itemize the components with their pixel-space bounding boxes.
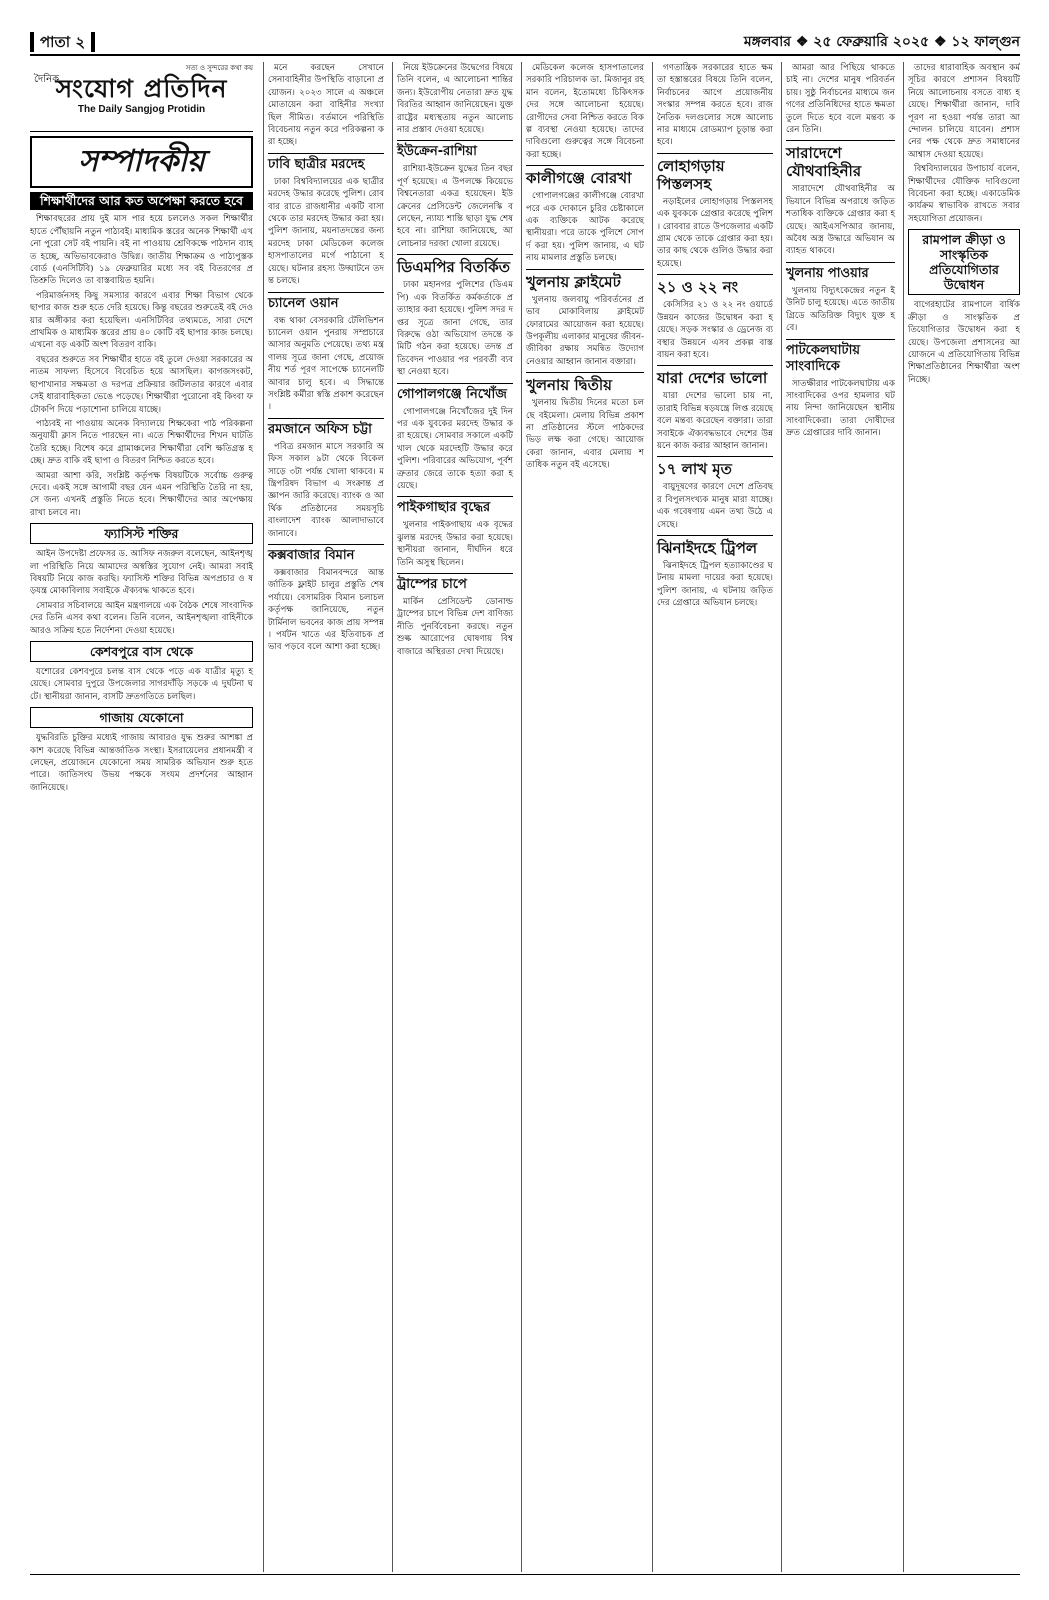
article-paragraph: গোপালগঞ্জে নিখোঁজের দুই দিন পর এক যুবকের মরদেহ উদ্ধার করা হয়েছে। সোমবার সকালে একটি খাল থেকে মরদেহটি উদ্ধার করে পুলিশ। পরিবারের অভিযোগ, পূর্বশত্রুতার জেরে তাকে হত্যা করা হয়েছে। xyxy=(397,406,513,491)
article-paragraph: মেডিকেল কলেজ হাসপাতালের সরকারি পরিচালক ডা. মিজানুর রহমান বলেন, ইতোমধ্যে চিকিৎসকদের সঙ্গে আলোচনা হয়েছে। রোগীদের সেবা নিশ্চিত করতে বিকল্প ব্যবস্থা নেওয়া হয়েছে। তাদের দাবিগুলো গুরুত্বের সঙ্গে বিবেচনা করা হচ্ছে। xyxy=(526,63,644,160)
editorial-paragraph: পরিমার্জনসহ কিছু সমস্যার কারণে এবার শিক্ষা বিভাগ থেকে ছাপার কাজ শুরু হতে দেরি হয়েছে। কিন্তু বছরের শুরুতেই বই দেওয়ার অঙ্গীকার করা হয়েছিল। এনসিটিবির তথ্যমতে, সারা দেশে প্রাথমিক ও মাধ্যমিক স্তরের প্রায় ৪০ কোটি বই ছাপার কাজ চলছে। এখনো বড় একটি অংশ বিতরণ বাকি। xyxy=(30,290,253,351)
article-paragraph: তাদের ধারাবাহিক অবস্থান কর্মসূচির কারণে প্রশাসন বিষয়টি নিয়ে আলোচনায় বসতে বাধ্য হয়েছে। শিক্ষার্থীরা জানান, দাবি পূরণ না হওয়া পর্যন্ত তারা আন্দোলন চালিয়ে যাবেন। প্রশাসনের পক্ষ থেকে দ্রুত সমাধানের আশ্বাস দেওয়া হয়েছে। xyxy=(908,63,1020,160)
article-paragraph: মার্কিন প্রেসিডেন্ট ডোনাল্ড ট্রাম্পের চাপে বিভিন্ন দেশ বাণিজ্য নীতি পুনর্বিবেচনা করছে। নতুন শুল্ক আরোপের ঘোষণায় বিশ্ববাজারে অস্থিরতা দেখা দিয়েছে। xyxy=(397,597,513,657)
article-headline: খুলনায় পাওয়ার xyxy=(786,262,895,282)
article-headline: ট্রাম্পের চাপে xyxy=(397,573,513,593)
article-paragraph: ঢাকা মহানগর পুলিশের (ডিএমপি) এক বিতর্কিত কর্মকর্তাকে প্রত্যাহার করা হয়েছে। পুলিশ সদর দপ্তর সূত্রে জানা গেছে, তার বিরুদ্ধে ওঠা অভিযোগ তদন্তে কমিটি গঠন করা হয়েছে। তদন্ত প্রতিবেদন পাওয়ার পর পরবর্তী ব্যবস্থা নেওয়া হবে। xyxy=(397,280,513,378)
article-paragraph: বন্ধ থাকা বেসরকারি টেলিভিশন চ্যানেল ওয়ান পুনরায় সম্প্রচারে আসার অনুমতি পেয়েছে। তথ্য মন্ত্রণালয় সূত্রে জানা গেছে, প্রয়োজনীয় শর্ত পূরণ সাপেক্ষে চ্যানেলটি আবার চালু হবে। এ সিদ্ধান্তে সংশ্লিষ্ট কর্মীরা স্বস্তি প্রকাশ করেছেন। xyxy=(268,315,384,413)
article-paragraph: নড়াইলের লোহাগড়ায় পিস্তলসহ এক যুবককে গ্রেপ্তার করেছে পুলিশ। রোববার রাতে উপজেলার একটি গ্রাম থেকে তাকে গ্রেপ্তার করা হয়। তার কাছ থেকে গুলিও উদ্ধার করা হয়েছে। xyxy=(657,196,773,269)
article-paragraph: বাগেরহাটের রামপালে বার্ষিক ক্রীড়া ও সাংস্কৃতিক প্রতিযোগিতার উদ্বোধন করা হয়েছে। উপজেলা প্রশাসনের আয়োজনে এ প্রতিযোগিতায় বিভিন্ন শিক্ষাপ্রতিষ্ঠানের শিক্ষার্থীরা অংশ নিচ্ছে। xyxy=(908,300,1020,385)
editorial-banner: সম্পাদকীয় xyxy=(30,136,253,188)
article-paragraph: সোমবার সচিবালয়ে আইন মন্ত্রণালয়ে এক বৈঠক শেষে সাংবাদিকদের তিনি এসব কথা বলেন। তিনি বলেন, আইনশৃঙ্খলা বাহিনীকে আরও সক্রিয় হতে নির্দেশনা দেওয়া হয়েছে। xyxy=(30,600,253,636)
columns-area xyxy=(30,62,1020,1572)
masthead-name-en: The Daily Sangjog Protidin xyxy=(77,104,206,116)
article-paragraph: নিয়ে ইউক্রেনের উদ্বেগের বিষয়ে তিনি বলেন, এ আলোচনা শান্তির জন্য। ইউরোপীয় নেতারা দ্রুত যুদ্ধবিরতির আহ্বান জানিয়েছেন। যুক্তরাষ্ট্রের মধ্যস্থতায় নতুন আলোচনার প্রস্তাব দেওয়া হয়েছে। xyxy=(397,63,513,136)
article-paragraph: কক্সবাজার বিমানবন্দরে আন্তর্জাতিক ফ্লাইট চালুর প্রস্তুতি শেষ পর্যায়ে। বেসামরিক বিমান চলাচল কর্তৃপক্ষ জানিয়েছে, নতুন টার্মিনাল ভবনের কাজ প্রায় সম্পন্ন। পর্যটন খাতে এর ইতিবাচক প্রভাব পড়বে বলে আশা করা হচ্ছে। xyxy=(268,568,384,653)
article-headline: সারাদেশে যৌথবাহিনীর xyxy=(786,140,895,180)
article-paragraph: কেসিসির ২১ ও ২২ নং ওয়ার্ডে উন্নয়ন কাজের উদ্বোধন করা হয়েছে। সড়ক সংস্কার ও ড্রেনেজ ব্যবস্থার উন্নয়নে এসব প্রকল্প বাস্তবায়ন করা হবে। xyxy=(657,300,773,360)
editorial-paragraph: আমরা আশা করি, সংশ্লিষ্ট কর্তৃপক্ষ বিষয়টিকে সর্বোচ্চ গুরুত্ব দেবে। একই সঙ্গে আগামী বছর যেন এমন পরিস্থিতি তৈরি না হয়, সে জন্য এখনই প্রস্তুতি নিতে হবে। শিক্ষার্থীদের আর অপেক্ষায় রাখা চলবে না। xyxy=(30,470,253,518)
article-headline: যারা দেশের ভালো xyxy=(657,365,773,387)
column-7 xyxy=(903,62,1020,1572)
article-headline: ২১ ও ২২ নং xyxy=(657,274,773,296)
page-header xyxy=(30,30,1020,56)
article-paragraph: খুলনায় বিদ্যুৎকেন্দ্রের নতুন ইউনিট চালু হয়েছে। এতে জাতীয় গ্রিডে অতিরিক্ত বিদ্যুৎ যুক্ত হবে। xyxy=(786,285,895,334)
footer-rule xyxy=(30,1574,1020,1575)
article-headline: ডিএমপির বিতর্কিত xyxy=(397,254,513,276)
article-paragraph: সাতক্ষীরার পাটকেলঘাটায় এক সাংবাদিকের ওপর হামলার ঘটনায় নিন্দা জানিয়েছেন স্থানীয় সাংবাদিকেরা। তারা দোষীদের দ্রুত গ্রেপ্তারের দাবি জানান। xyxy=(786,378,895,439)
article-paragraph: রাশিয়া-ইউক্রেন যুদ্ধের তিন বছর পূর্ণ হয়েছে। এ উপলক্ষে কিয়েভে বিশ্বনেতারা একত্র হয়েছেন। ইউক্রেনের প্রেসিডেন্ট জেলেনস্কি বলেছেন, ন্যায্য শান্তি ছাড়া যুদ্ধ শেষ হবে না। রাশিয়া জানিয়েছে, আলোচনার দরজা খোলা রয়েছে। xyxy=(397,164,513,249)
article-headline: রমজানে অফিস চট্টা xyxy=(268,418,384,438)
editorial-body xyxy=(30,213,253,519)
article-paragraph: খুলনায় জলবায়ু পরিবর্তনের প্রভাব মোকাবিলায় ক্লাইমেট ফোরামের আয়োজন করা হয়েছে। উপকূলীয় এলাকার মানুষের জীবন-জীবিকা রক্ষায় সমন্বিত উদ্যোগ নেওয়ার আহ্বান জানান বক্তারা। xyxy=(526,294,644,367)
article-headline: খুলনায় ক্লাইমেট xyxy=(526,269,644,291)
article-headline: চ্যানেল ওয়ান xyxy=(268,292,384,312)
article-paragraph: আমরা আর পিছিয়ে থাকতে চাই না। দেশের মানুষ পরিবর্তন চায়। সুষ্ঠু নির্বাচনের মাধ্যমে জনগণের প্রতিনিধিদের হাতে ক্ষমতা তুলে দিতে হবে বলে মন্তব্য করেন তিনি। xyxy=(786,63,895,136)
article-paragraph: পবিত্র রমজান মাসে সরকারি অফিস সকাল ৯টা থেকে বিকেল সাড়ে ৩টা পর্যন্ত খোলা থাকবে। মন্ত্রিপরিষদ বিভাগ এ সংক্রান্ত প্রজ্ঞাপন জারি করেছে। ব্যাংক ও আর্থিক প্রতিষ্ঠানের সময়সূচি বাংলাদেশ ব্যাংক আলাদাভাবে জানাবে। xyxy=(268,441,384,539)
article-paragraph: গণতান্ত্রিক সরকারের হাতে ক্ষমতা হস্তান্তরের বিষয়ে তিনি বলেন, নির্বাচনের আগে প্রয়োজনীয় সংস্কার সম্পন্ন করতে হবে। রাজনৈতিক দলগুলোর সঙ্গে আলোচনার মাধ্যমে রোডম্যাপ চূড়ান্ত করা হবে। xyxy=(657,63,773,148)
article-headline: কালীগঞ্জে বোরখা xyxy=(526,165,644,187)
article-paragraph: আইন উপদেষ্টা প্রফেসর ড. আসিফ নজরুল বলেছেন, আইনশৃঙ্খলা পরিস্থিতি নিয়ে আমাদের অস্বস্তির সুযোগ নেই। আমরা সবাই বিষয়টি নিয়ে কাজ করছি। ফ্যাসিস্ট শক্তির বিভিন্ন অপপ্রচার ও ষড়যন্ত্র মোকাবিলায় সবাইকে ঐক্যবদ্ধ থাকতে হবে। xyxy=(30,549,253,597)
article-paragraph: গোপালগঞ্জের কালীগঞ্জে বোরখা পরে এক দোকানে চুরির চেষ্টাকালে এক ব্যক্তিকে আটক করেছে স্থানীয়রা। পরে তাকে পুলিশে সোপর্দ করা হয়। পুলিশ জানায়, এ ঘটনায় মামলার প্রস্তুতি চলছে। xyxy=(526,191,644,264)
column-2 xyxy=(263,62,388,1572)
page-number: পাতা ২ xyxy=(30,32,95,52)
column-3 xyxy=(392,62,517,1572)
article-headline: কেশবপুরে বাস থেকে xyxy=(30,641,253,662)
article-headline: গোপালগঞ্জে নিখোঁজ xyxy=(397,383,513,403)
article-headline: রামপাল ক্রীড়া ও সাংস্কৃতিক প্রতিযোগিতার উদ্বোধন xyxy=(908,229,1020,295)
date-line: মঙ্গলবার ❖ ২৫ ফেব্রুয়ারি ২০২৫ ❖ ১২ ফাল্গুন xyxy=(743,34,1020,50)
article-paragraph: বিশ্ববিদ্যালয়ের উপাচার্য বলেন, শিক্ষার্থীদের যৌক্তিক দাবিগুলো বিবেচনা করা হচ্ছে। একাডেমিক কার্যক্রম স্বাভাবিক রাখতে সবার সহযোগিতা প্রয়োজন। xyxy=(908,164,1020,224)
article-paragraph: বায়ুদূষণের কারণে দেশে প্রতিবছর বিপুলসংখ্যক মানুষ মারা যাচ্ছে। এক গবেষণায় এমন তথ্য উঠে এসেছে। xyxy=(657,482,773,530)
article-headline: পাইকগাছার বৃদ্ধের xyxy=(397,496,513,516)
article-paragraph: সারাদেশে যৌথবাহিনীর অভিযানে বিভিন্ন অপরাধে জড়িত শতাধিক ব্যক্তিকে গ্রেপ্তার করা হয়েছে। আইএসপিআর জানায়, অবৈধ অস্ত্র উদ্ধারে অভিযান অব্যাহত থাকবে। xyxy=(786,184,895,257)
article-headline: ঢাবি ছাত্রীর মরদেহ xyxy=(268,153,384,173)
editorial-headline: শিক্ষার্থীদের আর কত অপেক্ষা করতে হবে xyxy=(30,192,253,210)
column-5 xyxy=(652,62,777,1572)
column-4 xyxy=(521,62,648,1572)
editorial-paragraph: বছরের শুরুতে সব শিক্ষার্থীর হাতে বই তুলে দেওয়া সরকারের অন্যতম সাফল্য হিসেবে বিবেচিত হয়ে আসছিল। কাগজসংকট, ছাপাখানার সক্ষমতা ও দরপত্র প্রক্রিয়ার জটিলতার কারণে এবার সেই ধারাবাহিকতা ভেঙে পড়েছে। শিক্ষার্থীরা পুরোনো বই কিংবা ফটোকপি দিয়ে পড়াশোনা চালিয়ে যাচ্ছে। xyxy=(30,354,253,415)
article-headline: গাজায় যেকোনো xyxy=(30,707,253,728)
article-headline: ফ্যাসিস্ট শক্তির xyxy=(30,523,253,544)
article-headline: লোহাগড়ায় পিস্তলসহ xyxy=(657,153,773,193)
column-1 xyxy=(30,62,258,1572)
article-paragraph: খুলনার পাইকগাছায় এক বৃদ্ধের ঝুলন্ত মরদেহ উদ্ধার করা হয়েছে। স্থানীয়রা জানান, দীর্ঘদিন ধরে তিনি অসুস্থ ছিলেন। xyxy=(397,520,513,568)
masthead-name: সংযোগ প্রতিদিন xyxy=(55,74,228,104)
article-paragraph: ঢাকা বিশ্ববিদ্যালয়ের এক ছাত্রীর মরদেহ উদ্ধার করেছে পুলিশ। রোববার রাতে রাজধানীর একটি বাসা থেকে তার মরদেহ উদ্ধার করা হয়। পুলিশ জানায়, ময়নাতদন্তের জন্য মরদেহ ঢাকা মেডিকেল কলেজ হাসপাতালের মর্গে পাঠানো হয়েছে। ঘটনার রহস্য উদ্ঘাটনে তদন্ত চলছে। xyxy=(268,176,384,287)
article-paragraph: খুলনায় দ্বিতীয় দিনের মতো চলছে বইমেলা। মেলায় বিভিন্ন প্রকাশনা প্রতিষ্ঠানের স্টলে পাঠকদের ভিড় লক্ষ করা গেছে। আয়োজকেরা জানান, এবার মেলায় শতাধিক নতুন বই এসেছে। xyxy=(526,398,644,471)
article-paragraph: ঝিনাইদহে ট্রিপল হত্যাকাণ্ডের ঘটনায় মামলা দায়ের করা হয়েছে। পুলিশ জানায়, এ ঘটনায় জড়িতদের গ্রেপ্তারে অভিযান চলছে। xyxy=(657,560,773,609)
article-paragraph: যুদ্ধবিরতি চুক্তির মধ্যেই গাজায় আবারও যুদ্ধ শুরুর আশঙ্কা প্রকাশ করেছে বিভিন্ন আন্তর্জাতিক সংস্থা। ইসরায়েলের প্রধানমন্ত্রী বলেছেন, প্রয়োজনে যেকোনো সময় সামরিক অভিযান শুরু হতে পারে। জাতিসংঘ উভয় পক্ষকে সংযম প্রদর্শনের আহ্বান জানিয়েছে। xyxy=(30,733,253,793)
article-headline: পাটকেলঘাটায় সাংবাদিকে xyxy=(786,339,895,375)
article-headline: ইউক্রেন-রাশিয়া xyxy=(397,140,513,160)
masthead-daily: দৈনিক xyxy=(34,74,60,85)
article-paragraph: মনে করছেন সেখানে সেনাবাহিনীর উপস্থিতি বাড়ানো প্রয়োজন। ২০২৩ সালে এ অঞ্চলে মোতায়েন করা বাহিনীর সংখ্যা ছিল সীমিত। বর্তমানে পরিস্থিতি বিবেচনায় নতুন করে পরিকল্পনা করা হচ্ছে। xyxy=(268,63,384,148)
article-headline: কক্সবাজার বিমান xyxy=(268,544,384,564)
masthead-tagline: সত্য ও সুন্দরের কথা কয় xyxy=(185,64,253,72)
article-headline: ১৭ লাখ মৃত xyxy=(657,456,773,478)
editorial-paragraph: পাঠ্যবই না পাওয়ায় অনেক বিদ্যালয়ে শিক্ষকেরা পাঠ পরিকল্পনা অনুযায়ী ক্লাস নিতে পারছেন না। এতে শিক্ষার্থীদের শিখন ঘাটতি তৈরি হচ্ছে। বিশেষ করে গ্রামাঞ্চলের শিক্ষার্থীরা বেশি ক্ষতিগ্রস্ত হচ্ছে। দ্রুত বাকি বই ছাপা ও বিতরণ নিশ্চিত করতে হবে। xyxy=(30,418,253,467)
article-paragraph: যশোরের কেশবপুরে চলন্ত বাস থেকে পড়ে এক যাত্রীর মৃত্যু হয়েছে। সোমবার দুপুরে উপজেলার সাগরদাঁড়ি সড়কে এ দুর্ঘটনা ঘটে। স্থানীয়রা জানান, বাসটি দ্রুতগতিতে চলছিল। xyxy=(30,667,253,702)
column-6 xyxy=(781,62,899,1572)
article-headline: খুলনায় দ্বিতীয় xyxy=(526,372,644,394)
masthead xyxy=(30,62,253,132)
article-paragraph: যারা দেশের ভালো চায় না, তারাই বিভিন্ন ষড়যন্ত্রে লিপ্ত রয়েছে বলে মন্তব্য করেছেন বক্তারা। তারা সবাইকে ঐক্যবদ্ধভাবে দেশের উন্নয়নে কাজ করার আহ্বান জানান। xyxy=(657,391,773,451)
article-headline: ঝিনাইদহে ট্রিপল xyxy=(657,535,773,557)
editorial-paragraph: শিক্ষাবছরের প্রায় দুই মাস পার হয়ে চললেও সকল শিক্ষার্থীর হাতে পৌঁছায়নি নতুন পাঠ্যবই। মাধ্যমিক স্তরের অনেক শিক্ষার্থী এখনো পুরো সেট বই পায়নি। বই না পাওয়ায় শ্রেণিকক্ষে পাঠদান ব্যাহত হচ্ছে, অভিভাবকেরাও উদ্বিগ্ন। জাতীয় শিক্ষাক্রম ও পাঠ্যপুস্তক বোর্ড (এনসিটিবি) ১৯ ফেব্রুয়ারির মধ্যে সব বই বিতরণের প্রতিশ্রুতি দিলেও তা বাস্তবায়িত হয়নি। xyxy=(30,214,253,287)
